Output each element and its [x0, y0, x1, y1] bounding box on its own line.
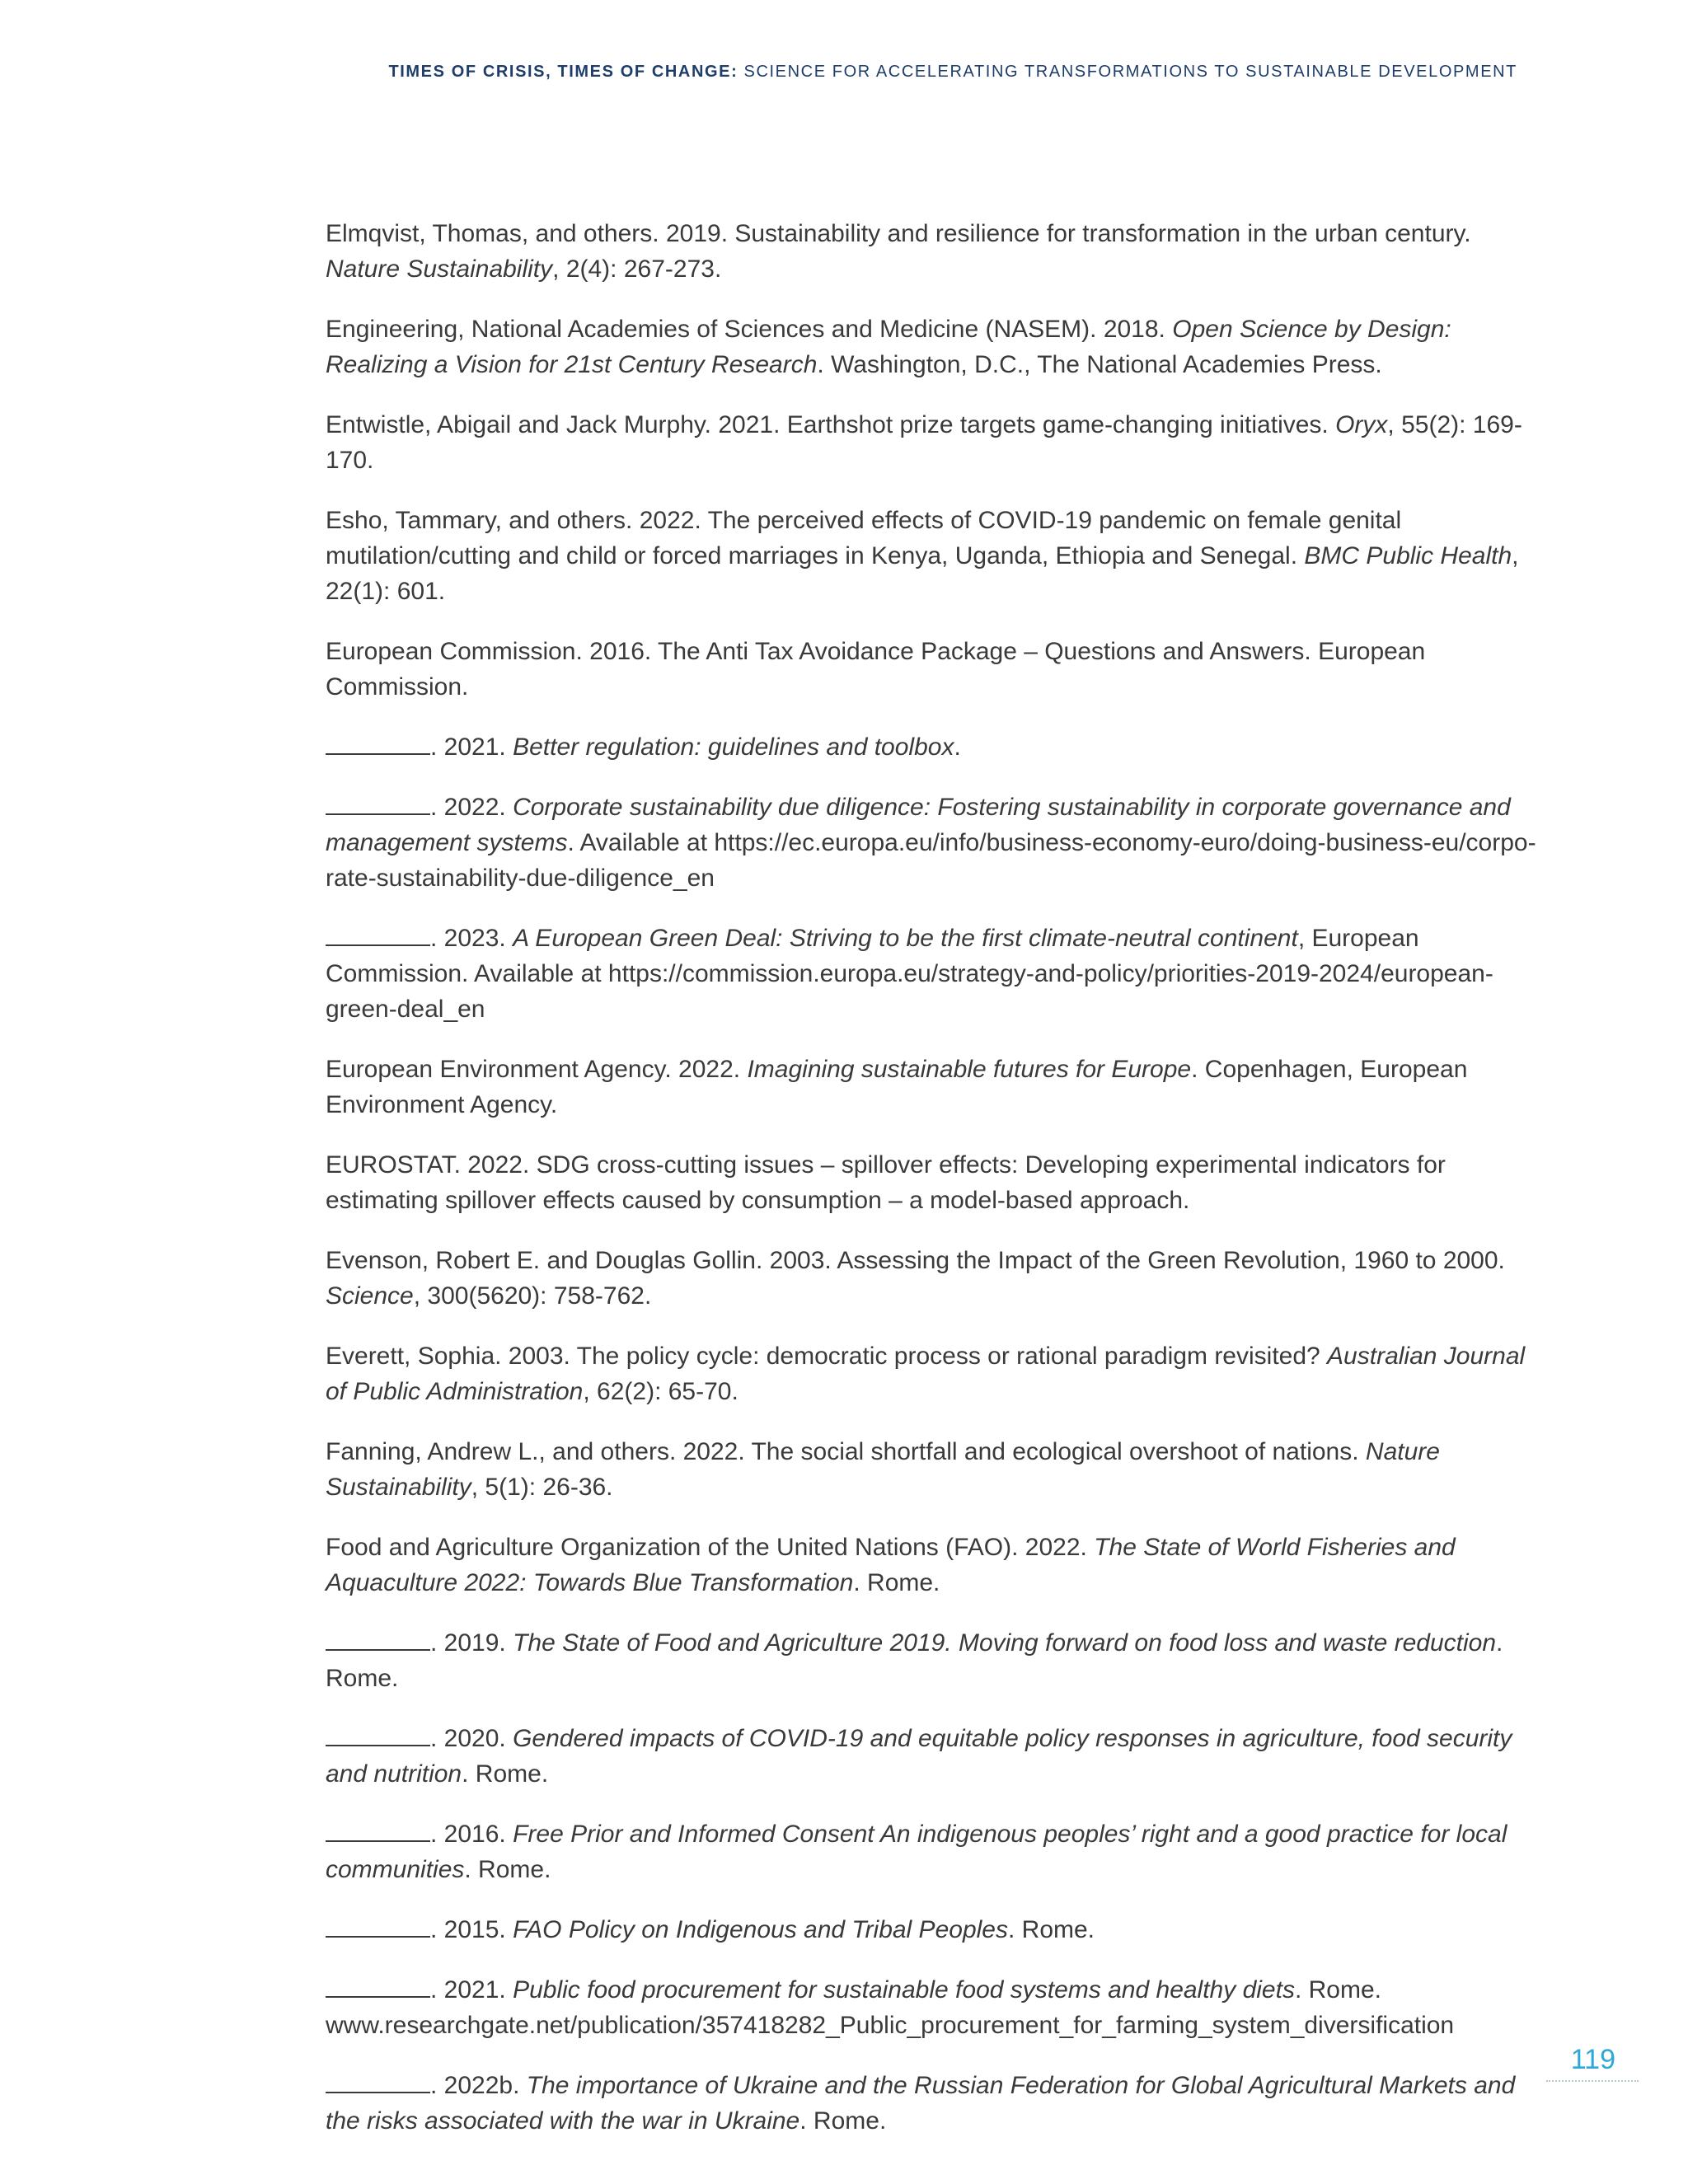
- reference-text: Esho, Tammary, and others. 2022. The perceived effects of COVID-19 pandemic on female genital mutilation/cutting and child or forced marriages in Kenya, Uganda, Ethiopia and Senegal.: [326, 507, 1402, 569]
- reference-entry: [326, 1912, 1545, 1947]
- reference-text-tail: . Rome. www.researchgate.net/publication/357418282_Public_procurement_for_farming_system_diversification: [326, 1976, 1455, 2039]
- reference-title-italic: Science: [326, 1282, 414, 1310]
- page-number-rule: [1546, 2080, 1639, 2082]
- reference-entry: [326, 1816, 1545, 1887]
- reference-text: . 2021.: [430, 1976, 513, 2004]
- running-header-title: TIMES OF CRISIS, TIMES OF CHANGE:: [388, 63, 738, 81]
- reference-text-tail: , 62(2): 65-70.: [583, 1378, 738, 1405]
- reference-text: . 2023.: [430, 925, 513, 952]
- reference-entry: [326, 1530, 1545, 1601]
- reference-entry: [326, 2068, 1545, 2139]
- reference-list: [326, 216, 1545, 2163]
- reference-title-italic: Open Science by Design: Realizing a Vision for 21st Century Research: [326, 316, 1451, 378]
- page-number: 119: [1570, 2044, 1615, 2075]
- reference-entry: [326, 407, 1545, 478]
- reference-text: European Environment Agency. 2022.: [326, 1056, 748, 1083]
- running-header: [388, 63, 1517, 82]
- reference-entry: [326, 1625, 1545, 1696]
- reference-text-tail: , 22(1): 601.: [326, 542, 1519, 605]
- reference-entry: [326, 790, 1545, 896]
- reference-title-italic: FAO Policy on Indigenous and Tribal Peoples: [513, 1916, 1008, 1943]
- reference-text: . 2015.: [430, 1916, 513, 1943]
- reference-title-italic: Gendered impacts of COVID-19 and equitable policy responses in agriculture, food security and nutrition: [326, 1725, 1512, 1788]
- repeated-author-dash: [326, 1975, 430, 1998]
- reference-text: Food and Agriculture Organization of the United Nations (FAO). 2022.: [326, 1534, 1095, 1561]
- repeated-author-dash: [326, 1629, 430, 1651]
- reference-title-italic: Oryx: [1335, 411, 1388, 438]
- reference-title-italic: BMC Public Health: [1304, 542, 1512, 569]
- reference-text-tail: . Rome.: [326, 1629, 1503, 1692]
- reference-title-italic: Nature Sustainability: [326, 1438, 1440, 1501]
- reference-title-italic: The State of World Fisheries and Aquaculture 2022: Towards Blue Transformation: [326, 1534, 1456, 1596]
- running-header-subtitle: SCIENCE FOR ACCELERATING TRANSFORMATIONS TO SUSTAINABLE DEVELOPMENT: [738, 63, 1517, 81]
- reference-entry: [326, 634, 1545, 705]
- reference-title-italic: Better regulation: guidelines and toolbox: [513, 733, 954, 761]
- reference-entry: [326, 1243, 1545, 1314]
- reference-text: Evenson, Robert E. and Douglas Gollin. 2003. Assessing the Impact of the Green Revolution, 1960 to 2000.: [326, 1247, 1505, 1274]
- reference-title-italic: Australian Journal of Public Administration: [326, 1343, 1526, 1405]
- reference-entry: [326, 216, 1545, 287]
- reference-entry: [326, 312, 1545, 382]
- repeated-author-dash: [326, 1915, 430, 1938]
- reference-title-italic: Nature Sustainability: [326, 255, 553, 283]
- reference-text-tail: . Available at https://ec.europa.eu/info/business-economy-euro/doing-business-eu/corpo-rate-sustainability-due-diligence_en: [326, 829, 1536, 892]
- reference-title-italic: The State of Food and Agriculture 2019. Moving forward on food loss and waste reduction: [513, 1629, 1497, 1657]
- reference-entry: [326, 729, 1545, 765]
- reference-text: Elmqvist, Thomas, and others. 2019. Sustainability and resilience for transformation in the urban century.: [326, 220, 1471, 247]
- repeated-author-dash: [326, 1820, 430, 1842]
- reference-text-tail: , 55(2): 169-170.: [326, 411, 1522, 474]
- reference-text: EUROSTAT. 2022. SDG cross-cutting issues – spillover effects: Developing experimental indicators for estimating spillover effects caused by consumption – a model-based approach.: [326, 1151, 1446, 1214]
- reference-text-tail: , 2(4): 267-273.: [552, 255, 722, 283]
- reference-text-tail: . Rome.: [799, 2107, 887, 2135]
- reference-text-tail: . Washington, D.C., The National Academies Press.: [817, 351, 1382, 378]
- reference-title-italic: A European Green Deal: Striving to be the first climate-neutral continent: [513, 925, 1298, 952]
- reference-text-tail: , European Commission. Available at https://commission.europa.eu/strategy-and-policy/priorities-2019-2024/european-green-deal_en: [326, 925, 1493, 1023]
- reference-text: . 2021.: [430, 733, 513, 761]
- reference-text-tail: . Rome.: [462, 1760, 549, 1788]
- reference-text: . 2022b.: [430, 2072, 527, 2099]
- reference-text-tail: , 5(1): 26-36.: [471, 1474, 613, 1501]
- reference-title-italic: The importance of Ukraine and the Russian Federation for Global Agricultural Markets and the risks associated with the war in Ukraine: [326, 2072, 1516, 2135]
- reference-title-italic: Imagining sustainable futures for Europe: [747, 1056, 1192, 1083]
- reference-title-italic: Free Prior and Informed Consent An indigenous peoples’ right and a good practice for local communities: [326, 1821, 1507, 1883]
- reference-entry: [326, 1052, 1545, 1122]
- reference-title-italic: Public food procurement for sustainable food systems and healthy diets: [513, 1976, 1295, 2004]
- repeated-author-dash: [326, 2071, 430, 2093]
- reference-text: Fanning, Andrew L., and others. 2022. The social shortfall and ecological overshoot of nations.: [326, 1438, 1366, 1465]
- reference-title-italic: Corporate sustainability due diligence: Fostering sustainability in corporate governance and management systems: [326, 794, 1511, 856]
- reference-entry: [326, 921, 1545, 1027]
- repeated-author-dash: [326, 1724, 430, 1746]
- reference-text: . 2016.: [430, 1821, 513, 1848]
- reference-text-tail: . Rome.: [464, 1856, 551, 1883]
- reference-entry: [326, 1147, 1545, 1218]
- reference-text: . 2020.: [430, 1725, 513, 1752]
- reference-text-tail: . Copenhagen, European Environment Agency.: [326, 1056, 1468, 1118]
- repeated-author-dash: [326, 793, 430, 815]
- repeated-author-dash: [326, 924, 430, 946]
- reference-entry: [326, 1434, 1545, 1505]
- reference-text: . 2019.: [430, 1629, 513, 1657]
- reference-entry: [326, 1721, 1545, 1792]
- reference-text-tail: , 300(5620): 758-762.: [413, 1282, 652, 1310]
- reference-text: Engineering, National Academies of Sciences and Medicine (NASEM). 2018.: [326, 316, 1173, 343]
- reference-entry: [326, 1972, 1545, 2043]
- reference-text-tail: . Rome.: [1007, 1916, 1095, 1943]
- reference-text: Everett, Sophia. 2003. The policy cycle: democratic process or rational paradigm revisited?: [326, 1343, 1328, 1370]
- reference-text: . 2022.: [430, 794, 513, 821]
- reference-entry: [326, 503, 1545, 609]
- reference-text: Entwistle, Abigail and Jack Murphy. 2021. Earthshot prize targets game-changing initiatives.: [326, 411, 1336, 438]
- repeated-author-dash: [326, 733, 430, 755]
- reference-text-tail: .: [954, 733, 961, 761]
- reference-text: European Commission. 2016. The Anti Tax Avoidance Package – Questions and Answers. European Commission.: [326, 638, 1426, 701]
- reference-entry: [326, 1338, 1545, 1409]
- reference-text-tail: . Rome.: [853, 1569, 940, 1596]
